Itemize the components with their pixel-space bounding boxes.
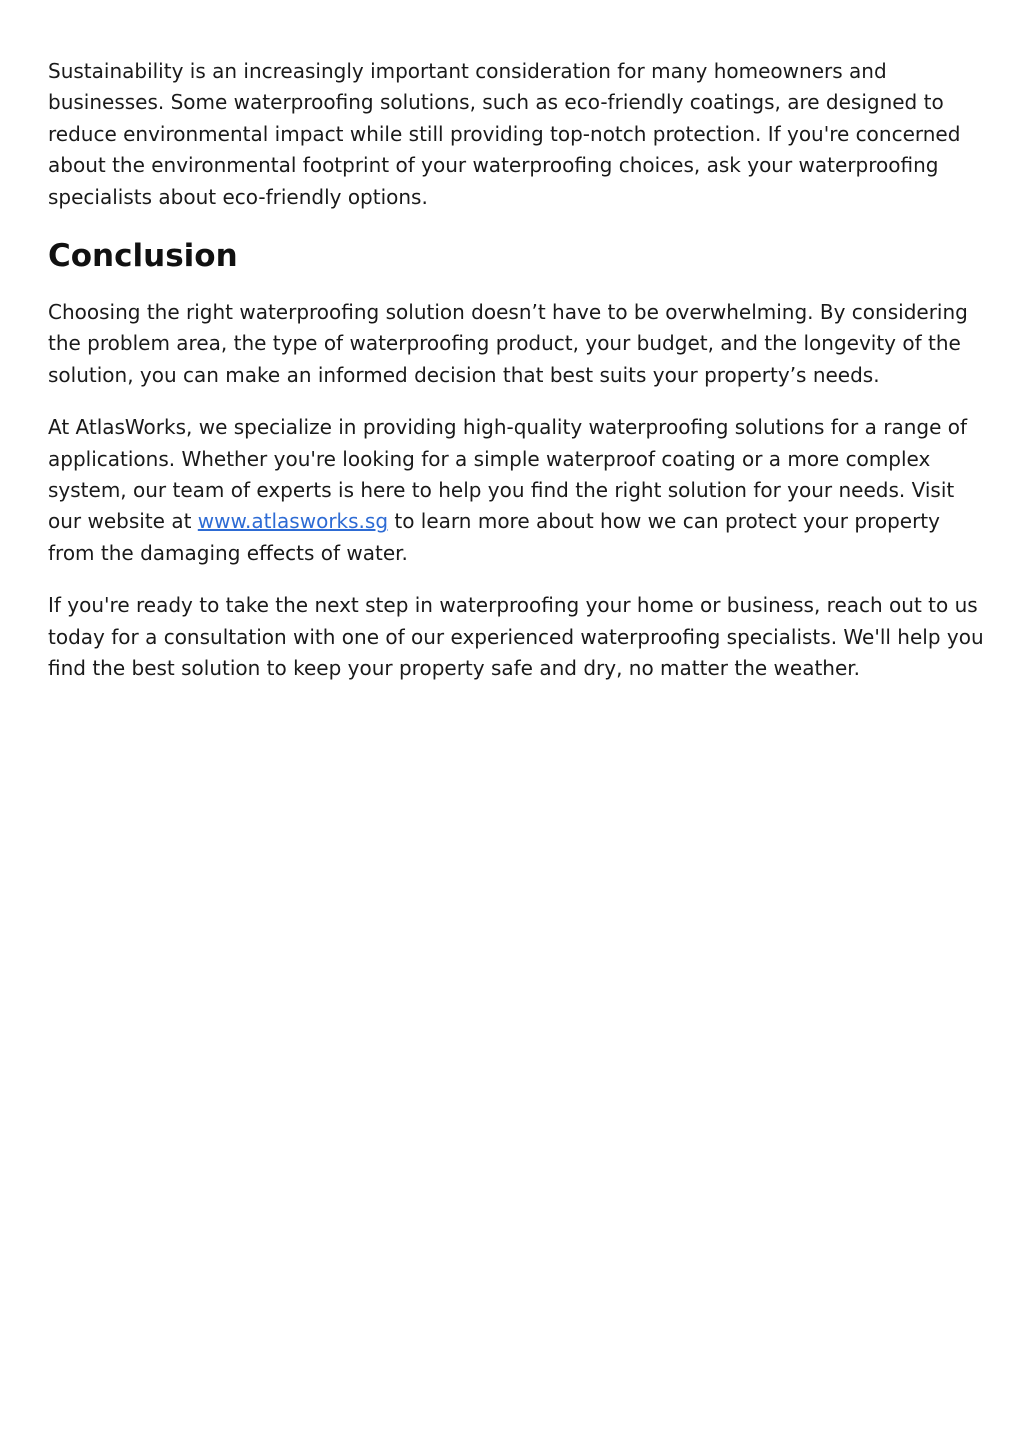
section-heading-conclusion: Conclusion: [48, 238, 238, 275]
paragraph-sustainability: Sustainability is an increasingly important consideration for many homeowners and businesses. Some waterproofing solutions, such as eco-friendly coatings, are designed to reduce environmental impact while still providing top-notch protection. If you're concerned about the environmental footprint of your waterproofing choices, ask your waterproofing specialists about eco-friendly options.: [48, 59, 961, 209]
atlasworks-website-link[interactable]: www.atlasworks.sg: [197, 509, 389, 534]
paragraph-choosing: Choosing the right waterproofing solution doesn’t have to be overwhelming. By considering the problem area, the type of waterproofing product, your budget, and the longevity of the solution, you can make an informed decision that best suits your property’s needs.: [48, 300, 968, 387]
document-body: [48, 56, 988, 685]
paragraph-atlasworks-text-after: to learn more about how we can protect your property from the damaging effects of water.: [48, 509, 940, 565]
paragraph-ready: If you're ready to take the next step in waterproofing your home or business, reach out to us today for a consultation with one of our experienced waterproofing specialists. We'll help you find the best solution to keep your property safe and dry, no matter the weather.: [48, 593, 984, 681]
paragraph-atlasworks-text-before: At AtlasWorks, we specialize in providing high-quality waterproofing solutions for a range of applications. Whether you're looking for a simple waterproof coating or a more complex system, our team of experts is here to help you find the right solution for your needs. Visit our website at: [48, 415, 968, 534]
paragraph-atlasworks: [48, 412, 988, 569]
